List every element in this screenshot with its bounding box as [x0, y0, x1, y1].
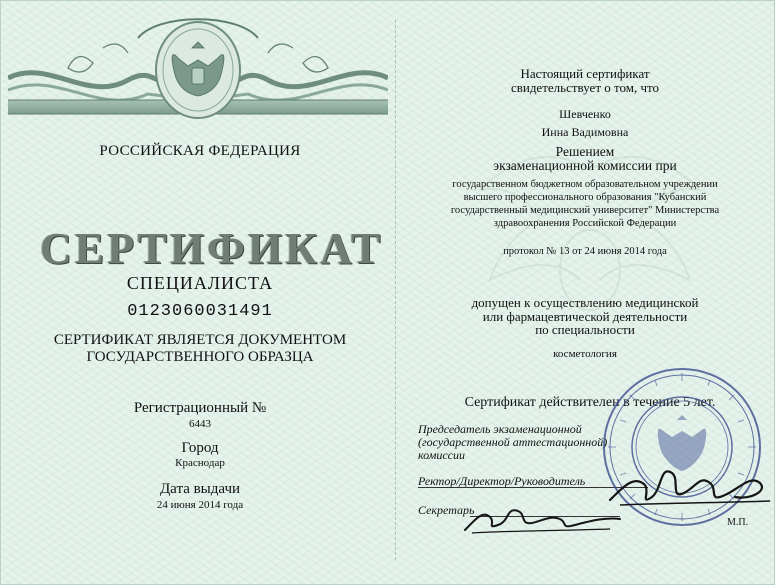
admission-line-3: по специальности: [535, 322, 635, 337]
document-note-line-1: СЕРТИФИКАТ ЯВЛЯЕТСЯ ДОКУМЕНТОМ: [53, 332, 347, 348]
secretary-signature: [460, 495, 625, 540]
institution-line-4: здравоохранения Российской Федерации: [493, 218, 677, 229]
certificate-title: СЕРТИФИКАТ: [40, 224, 384, 273]
secretary-label: Секретарь: [418, 503, 475, 517]
rector-signature: [600, 445, 775, 520]
document-note-line-2: ГОСУДАРСТВЕННОГО ОБРАЗЦА: [86, 349, 314, 365]
protocol-text: протокол № 13 от 24 июня 2014 года: [503, 246, 667, 257]
document-note: [40, 332, 360, 366]
validity-text: Сертификат действителен в течение 5 лет.: [464, 395, 716, 410]
chair-line-2: (государственной аттестационной): [418, 435, 608, 449]
city-label: Город: [181, 440, 219, 456]
coat-of-arms-ornament: [8, 8, 388, 138]
institution-text: [420, 178, 750, 230]
rector-label: Ректор/Директор/Руководитель: [418, 474, 586, 488]
decision-line-2: экзаменационной комиссии при: [493, 158, 677, 173]
country-name: РОССИЙСКАЯ ФЕДЕРАЦИЯ: [99, 143, 301, 159]
chair-line-3: комиссии: [418, 448, 466, 462]
admission-text: [420, 296, 750, 337]
certificate-number: 0123060031491: [127, 302, 273, 321]
admission-line-2: или фармацевтической деятельности: [482, 308, 688, 324]
registration-label: Регистрационный №: [133, 400, 267, 416]
specialty-value: косметология: [553, 348, 617, 360]
intro-line-2: свидетельствует о том, что: [510, 80, 660, 95]
decision-text: [430, 145, 740, 173]
stamp-place-label: М.П.: [727, 517, 749, 528]
institution-line-1: государственном бюджетном образовательном учреждении: [452, 179, 718, 190]
page-divider: [395, 20, 397, 560]
intro-text: [470, 67, 700, 95]
issue-date-label: Дата выдачи: [159, 481, 241, 497]
admission-line-1: допущен к осуществлению медицинской: [471, 295, 699, 310]
certificate-subtitle: СПЕЦИАЛИСТА: [126, 273, 274, 293]
chair-line-1: Председатель экзаменационной: [418, 422, 582, 436]
institution-line-2: высшего профессионального образования "Кубанский: [463, 192, 707, 203]
issue-date-value: 24 июня 2014 года: [156, 499, 244, 511]
intro-line-1: Настоящий сертификат: [520, 66, 650, 81]
institution-line-3: государственный медицинский университет" Министерства: [450, 205, 720, 216]
decision-line-1: Решением: [555, 144, 615, 159]
holder-surname: Шевченко: [559, 107, 611, 121]
registration-value: 6443: [189, 418, 211, 430]
holder-name: Инна Вадимовна: [541, 125, 629, 139]
city-value: Краснодар: [175, 457, 225, 469]
